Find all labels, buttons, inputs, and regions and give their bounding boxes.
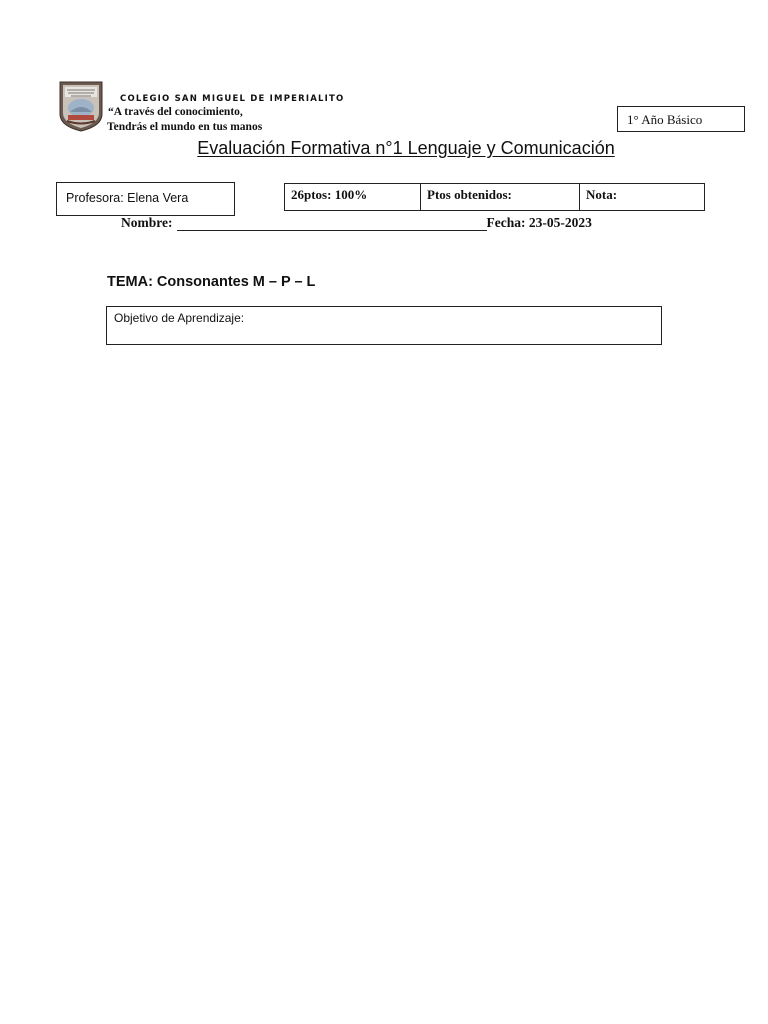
school-motto-line-2: Tendrás el mundo en tus manos	[107, 121, 263, 133]
grade-level-box: 1° Año Básico	[617, 106, 745, 132]
topic-heading: TEMA: Consonantes M – P – L	[107, 274, 316, 290]
school-motto-line-1: “A través del conocimiento,	[108, 106, 243, 118]
school-crest-logo	[58, 80, 104, 132]
total-points-cell: 26ptos: 100%	[291, 187, 368, 202]
grade-cell[interactable]: Nota:	[579, 184, 704, 210]
score-table	[284, 183, 705, 211]
teacher-box: Profesora: Elena Vera	[56, 182, 235, 216]
points-obtained-cell[interactable]: Ptos obtenidos:	[420, 184, 579, 210]
student-info-row	[121, 215, 592, 231]
school-name: COLEGIO SAN MIGUEL DE IMPERIALITO	[120, 94, 345, 104]
evaluation-title: Evaluación Formativa n°1 Lenguaje y Comunicación	[197, 138, 615, 158]
date-label: Fecha: 23-05-2023	[486, 215, 592, 230]
learning-objective-box: Objetivo de Aprendizaje:	[106, 306, 662, 345]
name-field-line[interactable]	[177, 216, 487, 231]
name-label: Nombre:	[121, 215, 173, 230]
